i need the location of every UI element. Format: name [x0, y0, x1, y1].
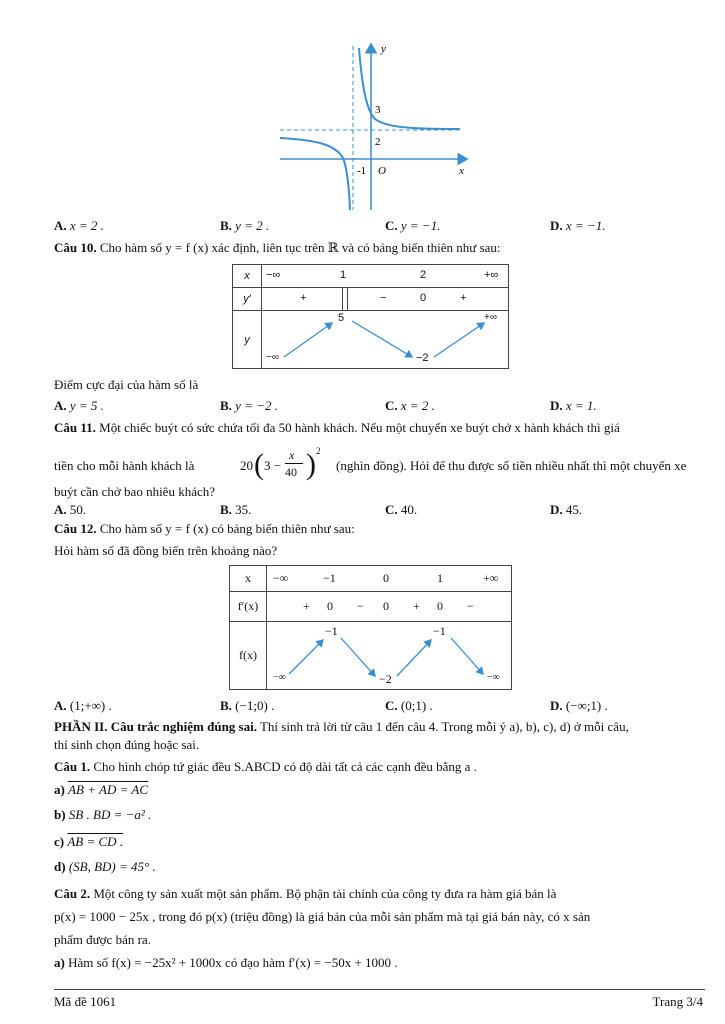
q9-option-d[interactable]: D. x = −1.: [550, 218, 606, 233]
q12-f-neg-inf-a: −∞: [273, 672, 286, 683]
q12-f-neg-inf-b: −∞: [487, 672, 500, 683]
q11-option-a[interactable]: A. 50.: [54, 502, 87, 517]
tick-2: 2: [375, 136, 381, 148]
q10-y-pos-inf: +∞: [484, 312, 497, 323]
q10-y-neg-inf: −∞: [266, 352, 279, 363]
exam-code: Mã đề 1061: [54, 994, 117, 1009]
q12-sign-3: +: [413, 599, 420, 613]
q10-y-minus2: −2: [416, 352, 429, 364]
q12-x-neg-inf: −∞: [273, 571, 289, 585]
p2q2-line2: p(x) = 1000 − 25x , trong đó p(x) (triệu đồng) là giá bán của mỗi sản phẩm mà tại giá bán này, có x sản: [54, 909, 591, 924]
q11-option-b[interactable]: B. 35.: [220, 502, 252, 517]
q10-x-neg-inf: −∞: [266, 269, 281, 281]
q10-y-5: 5: [338, 312, 345, 324]
q10-sign-1: +: [300, 292, 307, 304]
q12-f-minus1-b: −1: [433, 624, 446, 638]
q10-option-a[interactable]: A. y = 5 .: [54, 398, 104, 413]
q12-x-1: 1: [437, 571, 443, 585]
q10-variation-table: [232, 264, 509, 369]
q10-x-pos-inf: +∞: [484, 269, 499, 281]
part2-intro1: Thí sinh trả lời từ câu 1 đến câu 4. Trong mỗi ý a), b), c), d) ở mỗi câu,: [256, 719, 629, 734]
p2q1-item-a[interactable]: a) AB + AD = AC: [54, 782, 148, 797]
part2-heading: [54, 719, 705, 735]
q10-y-label: y: [233, 311, 262, 369]
q12-x-0: 0: [383, 571, 389, 585]
q12-question: Hỏi hàm số đã đồng biến trên khoảng nào?: [54, 543, 278, 558]
q10-x-2: 2: [420, 269, 427, 281]
q10-option-c[interactable]: C. x = 2 .: [385, 398, 435, 413]
p2q2-line1: Câu 2. Một công ty sản xuất một sản phẩm. Bộ phận tài chính của công ty đưa ra hàm giá bán là: [54, 886, 557, 901]
q10-yprime-label: y′: [233, 288, 262, 311]
q12-zero-3: 0: [437, 599, 443, 613]
q10-arrows: [262, 311, 510, 369]
q11-formula-den: 40: [285, 465, 297, 479]
y-axis-label: y: [381, 43, 386, 55]
part2-title: PHẦN II. Câu trắc nghiệm đúng sai.: [54, 719, 257, 734]
origin-label: O: [378, 165, 386, 177]
q12-stem: Câu 12. Cho hàm số y = f (x) có bảng biến thiên như sau:: [54, 521, 355, 536]
part2-intro2: thí sinh chọn đúng hoặc sai.: [54, 737, 200, 752]
q12-zero-1: 0: [327, 599, 333, 613]
q12-sign-1: +: [303, 599, 310, 613]
q10-sign-3: +: [460, 292, 467, 304]
p2q1-item-c[interactable]: c) AB = CD .: [54, 834, 124, 849]
q11-formula-exp: 2: [316, 446, 321, 456]
q12-x-pos-inf: +∞: [483, 571, 499, 585]
q12-variation-table: [229, 565, 512, 690]
curve-left-branch: [280, 138, 350, 210]
q12-option-d[interactable]: D. (−∞;1) .: [550, 698, 608, 713]
q10-x-1: 1: [340, 269, 347, 281]
x-axis-label: x: [459, 165, 464, 177]
q12-option-a[interactable]: A. (1;+∞) .: [54, 698, 112, 713]
curve-right-branch: [359, 48, 460, 129]
p2q1-item-b[interactable]: b) SB . BD = −a² .: [54, 807, 152, 822]
q11-line2-pre: tiền cho mỗi hành khách là: [54, 458, 195, 473]
q11-line2: tiền cho mỗi hành khách là 20 ( 3 − x 40 ) 2 (nghìn đồng). Hỏi để thu được số tiền nhiều nhất thì một chuyến xe: [54, 446, 687, 481]
q11-formula-coef: 20: [240, 458, 253, 473]
q10-option-d[interactable]: D. x = 1.: [550, 398, 597, 413]
q11-line1: Câu 11. Một chiếc buýt có sức chứa tối đa 50 hành khách. Nếu một chuyến xe buýt chở x hành khách thì giá: [54, 420, 620, 435]
q11-formula-num: x: [289, 448, 295, 462]
q9-option-a[interactable]: A. x = 2 .: [54, 218, 104, 233]
q10-question: Điểm cực đại của hàm số là: [54, 377, 199, 392]
q12-f-minus2: −2: [379, 672, 392, 686]
page-number: Trang 3/4: [652, 994, 703, 1009]
footer-rule: [54, 989, 705, 990]
q12-zero-2: 0: [383, 599, 389, 613]
q12-option-b[interactable]: B. (−1;0) .: [220, 698, 275, 713]
p2q1-item-d[interactable]: d) (SB, BD) = 45° .: [54, 859, 156, 874]
q10-double-bar: [342, 288, 348, 311]
q11-line2-post: (nghìn đồng). Hỏi để thu được số tiền nhiều nhất thì một chuyến xe: [336, 458, 687, 473]
q12-f-label: f(x): [230, 622, 267, 690]
p2q2-item-a[interactable]: a) Hàm số f(x) = −25x² + 1000x có đạo hàm f′(x) = −50x + 1000 .: [54, 955, 398, 970]
q12-x-label: x: [230, 566, 267, 592]
tick-3: 3: [375, 104, 381, 116]
q10-x-label: x: [233, 265, 262, 288]
q9-option-b[interactable]: B. y = 2 .: [220, 218, 270, 233]
q12-sign-4: −: [467, 599, 474, 613]
q11-option-d[interactable]: D. 45.: [550, 502, 583, 517]
q10-sign-2: −: [380, 292, 387, 304]
q11-option-c[interactable]: C. 40.: [385, 502, 418, 517]
q12-x-minus1: −1: [323, 571, 336, 585]
q10-zero: 0: [420, 292, 427, 304]
tick-minus-1: -1: [357, 165, 367, 177]
q12-f-minus1-a: −1: [325, 624, 338, 638]
hyperbola-graph: [275, 40, 475, 215]
q11-line3: buýt cần chở bao nhiêu khách?: [54, 484, 216, 499]
q12-option-c[interactable]: C. (0;1) .: [385, 698, 433, 713]
p2q2-line3: phẩm được bán ra.: [54, 932, 151, 947]
q10-option-b[interactable]: B. y = −2 .: [220, 398, 278, 413]
p2q1-stem: Câu 1. Cho hình chóp tứ giác đều S.ABCD có độ dài tất cả các cạnh đều bằng a .: [54, 759, 477, 774]
q9-option-c[interactable]: C. y = −1.: [385, 218, 441, 233]
q12-fprime-label: f′(x): [230, 592, 267, 622]
q12-sign-2: −: [357, 599, 364, 613]
q11-formula-three: 3 −: [264, 458, 282, 473]
q10-stem: Câu 10. Cho hàm số y = f (x) xác định, liên tục trên ℝ và có bảng biến thiên như sau:: [54, 240, 501, 255]
